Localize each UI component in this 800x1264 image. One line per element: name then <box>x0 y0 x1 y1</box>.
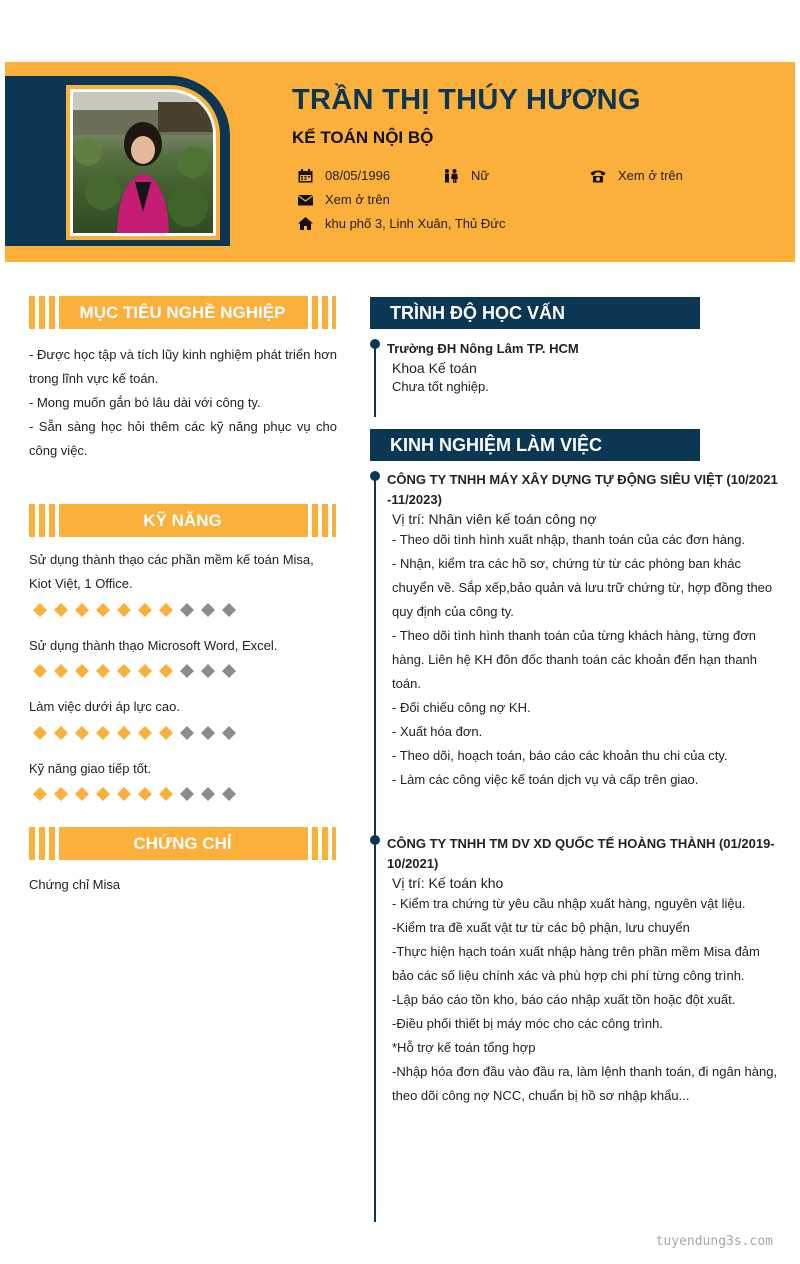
duty-line: -Lập báo cáo tồn kho, báo cáo nhập xuất tồn hoặc đột xuất. <box>392 992 736 1007</box>
skill-diamond-empty <box>222 726 236 740</box>
skill-diamond-empty <box>180 726 194 740</box>
skill-diamond-filled <box>159 664 173 678</box>
skill-diamond-empty <box>222 603 236 617</box>
skill-diamond-filled <box>54 787 68 801</box>
skill-diamond-empty <box>222 787 236 801</box>
skill-diamond-filled <box>117 603 131 617</box>
skill-diamond-filled <box>159 726 173 740</box>
profile-photo <box>70 89 216 236</box>
skill-diamond-empty <box>180 603 194 617</box>
skill-diamond-empty <box>201 787 215 801</box>
duty-line: -Nhập hóa đơn đầu vào đầu ra, làm lệnh thanh toán, đi ngân hàng, theo dõi công nợ NCC, chuẩn bị hồ sơ nhập khẩu... <box>392 1064 778 1103</box>
skill-text: Làm việc dưới áp lực cao. <box>29 699 180 714</box>
skill-text: Sử dụng thành thạo các phần mềm kế toán Misa, Kiot Việt, 1 Office. <box>29 552 314 591</box>
skill-diamond-filled <box>75 726 89 740</box>
objective-body <box>29 343 337 463</box>
skill-diamond-filled <box>138 787 152 801</box>
job-duties <box>387 892 782 1108</box>
home-icon <box>297 217 313 231</box>
skill-diamond-filled <box>54 603 68 617</box>
skill-diamond-filled <box>96 664 110 678</box>
objective-title <box>29 296 336 329</box>
calendar-icon <box>297 169 313 183</box>
skills-title <box>29 504 336 537</box>
skill-diamond-filled <box>75 787 89 801</box>
education-entry <box>387 339 782 397</box>
objective-title-text: MỤC TIÊU NGHỀ NGHIỆP <box>79 303 286 322</box>
birthday-row <box>297 168 390 183</box>
skill-diamond-filled <box>138 664 152 678</box>
job-entry <box>387 470 782 792</box>
skill-diamond-filled <box>33 787 47 801</box>
company-name: CÔNG TY TNHH TM DV XD QUỐC TẾ HOÀNG THÀNH (01/2019-10/2021) <box>387 836 775 871</box>
skill-diamond-filled <box>138 603 152 617</box>
faculty-name: Khoa Kế toán <box>392 360 477 376</box>
skill-diamond-empty <box>201 664 215 678</box>
skill-rating <box>33 603 236 617</box>
skill-diamond-filled <box>159 787 173 801</box>
experience-timeline <box>374 473 376 1222</box>
certificate-item: Chứng chỉ Misa <box>29 877 121 892</box>
address-row <box>297 216 505 231</box>
skill-text: Sử dụng thành thạo Microsoft Word, Excel. <box>29 638 278 653</box>
skill-diamond-filled <box>33 603 47 617</box>
skill-diamond-filled <box>96 603 110 617</box>
skill-diamond-filled <box>138 726 152 740</box>
address-value: khu phố 3, Linh Xuân, Thủ Đức <box>325 216 506 231</box>
people-icon <box>443 169 459 183</box>
duty-line: - Theo dõi, hoạch toán, báo cáo các khoản thu chi của cty. <box>392 748 728 763</box>
skill-diamond-empty <box>222 664 236 678</box>
duty-line: *Hỗ trợ kế toán tổng hợp <box>392 1040 536 1055</box>
skill-rating <box>33 787 236 801</box>
skill-diamond-filled <box>96 787 110 801</box>
skills-title-text: KỸ NĂNG <box>143 511 222 530</box>
candidate-position: KẾ TOÁN NỘI BỘ <box>292 128 434 147</box>
duty-line: - Kiểm tra chứng từ yêu cầu nhập xuất hàng, nguyên vật liệu. <box>392 896 746 911</box>
phone-row <box>590 168 683 183</box>
envelope-icon <box>297 193 313 207</box>
skill-text: Kỹ năng giao tiếp tốt. <box>29 761 152 776</box>
skill-diamond-filled <box>54 664 68 678</box>
education-title <box>370 297 700 329</box>
phone-value: Xem ở trên <box>618 168 683 183</box>
certificates-title <box>29 827 336 860</box>
experience-title-text: KINH NGHIỆM LÀM VIỆC <box>390 435 603 455</box>
candidate-name: TRẦN THỊ THÚY HƯƠNG <box>292 84 641 116</box>
job-duties <box>387 528 782 792</box>
certificates-title-text: CHỨNG CHỈ <box>133 834 232 853</box>
objective-line: - Sẵn sàng học hỏi thêm các kỹ năng phục vụ cho công việc. <box>29 419 337 458</box>
title-stripes <box>302 296 336 329</box>
title-stripes <box>29 504 63 537</box>
company-name: CÔNG TY TNHH MÁY XÂY DỰNG TỰ ĐỘNG SIÊU VIỆT (10/2021 -11/2023) <box>387 472 778 507</box>
skill-diamond-filled <box>159 603 173 617</box>
skill-diamond-filled <box>75 603 89 617</box>
skill-diamond-filled <box>33 664 47 678</box>
skill-diamond-empty <box>201 603 215 617</box>
school-name: Trường ĐH Nông Lâm TP. HCM <box>387 341 579 356</box>
duty-line: - Theo dõi tình hình xuất nhập, thanh toán của các đơn hàng. <box>392 532 746 547</box>
timeline-dot <box>370 835 380 845</box>
watermark: tuyendung3s.com <box>655 1234 773 1249</box>
title-stripes <box>302 827 336 860</box>
skill-diamond-empty <box>201 726 215 740</box>
duty-line: - Đối chiếu công nợ KH. <box>392 700 531 715</box>
title-stripes <box>29 827 63 860</box>
skill-rating <box>33 664 236 678</box>
phone-icon <box>590 169 606 183</box>
skill-diamond-filled <box>117 726 131 740</box>
email-value: Xem ở trên <box>325 192 390 207</box>
education-timeline <box>374 341 376 417</box>
title-stripes <box>302 504 336 537</box>
title-stripes <box>29 296 63 329</box>
job-role: Vị trí: Nhân viên kế toán công nợ <box>392 511 597 527</box>
timeline-dot <box>370 471 380 481</box>
education-status: Chưa tốt nghiệp. <box>392 379 489 394</box>
education-title-text: TRÌNH ĐỘ HỌC VẤN <box>390 303 565 323</box>
gender-value: Nữ <box>471 168 490 183</box>
skill-diamond-empty <box>180 787 194 801</box>
objective-line: - Được học tập và tích lũy kinh nghiệm phát triển hơn trong lĩnh vực kế toán. <box>29 347 337 386</box>
skill-diamond-filled <box>117 787 131 801</box>
email-row <box>297 192 390 207</box>
skill-diamond-filled <box>75 664 89 678</box>
duty-line: -Thực hiện hạch toán xuất nhập hàng trên phần mềm Misa đảm bảo các số liệu chính xác và phù hợp chi phí từng công trình. <box>392 944 760 983</box>
photo-frame <box>66 85 220 240</box>
skill-diamond-filled <box>54 726 68 740</box>
duty-line: - Làm các công việc kế toán dịch vụ và cấp trên giao. <box>392 772 699 787</box>
duty-line: - Theo dõi tình hình thanh toán của từng khách hàng, từng đơn hàng. Liên hệ KH đôn đốc thanh toán các khoản đến hạn thanh toán. <box>392 628 758 691</box>
job-entry <box>387 834 782 1108</box>
timeline-dot <box>370 339 380 349</box>
birthday-value: 08/05/1996 <box>325 168 391 183</box>
duty-line: - Xuất hóa đơn. <box>392 724 483 739</box>
objective-line: - Mong muốn gắn bó lâu dài với công ty. <box>29 395 261 410</box>
skill-rating <box>33 726 236 740</box>
job-role: Vị trí: Kế toán kho <box>392 875 504 891</box>
skill-diamond-filled <box>117 664 131 678</box>
duty-line: - Nhận, kiểm tra các hồ sơ, chứng từ từ các phòng ban khác chuyển về. Sắp xếp,bảo quản và lưu trữ chứng từ, hợp đồng theo quy định của công ty. <box>392 556 773 619</box>
experience-title <box>370 429 700 461</box>
skill-diamond-filled <box>96 726 110 740</box>
skill-diamond-filled <box>33 726 47 740</box>
duty-line: -Kiểm tra đề xuất vật tư từ các bộ phận, lưu chuyển <box>392 920 690 935</box>
gender-row <box>443 168 489 183</box>
cv-header <box>5 62 795 262</box>
skill-diamond-empty <box>180 664 194 678</box>
duty-line: -Điều phối thiết bị máy móc cho các công trình. <box>392 1016 663 1031</box>
